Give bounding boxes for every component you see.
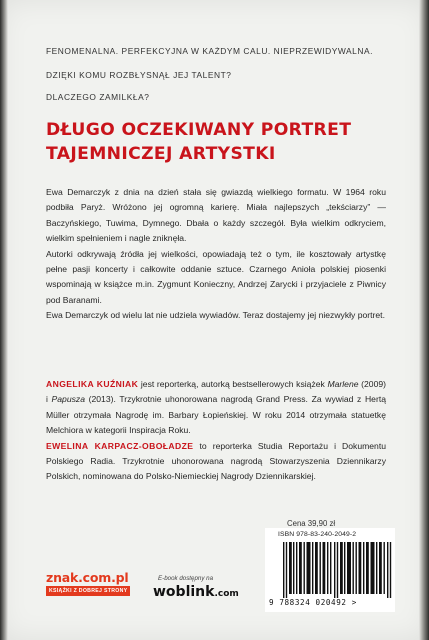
description xyxy=(46,185,386,324)
intro-line-2: DZIĘKI KOMU ROZBŁYSNĄŁ JEJ TALENT? xyxy=(46,70,232,80)
headline-line-2: TAJEMNICZEJ ARTYSTKI xyxy=(46,144,276,164)
book-title-papusza: Papusza xyxy=(51,394,85,405)
author-bio-2-text: to reporterka Studia Reportażu i Dokumentu Polskiego Radia. Trzykrotnie uhonorowana nagrodą Stowarzyszenia Dziennikarzy Polskich, nominowana do Polsko-Niemieckiej Nagrody Dziennikarskiej. xyxy=(46,440,386,482)
book-title-marlene: Marlene xyxy=(327,379,359,389)
woblink-suffix: .com xyxy=(214,589,239,599)
ebook-label: E-book dostępny na xyxy=(158,575,214,582)
headline-line-1: DŁUGO OCZEKIWANY PORTRET xyxy=(46,120,352,140)
price-label: Cena 39,90 zł xyxy=(287,519,336,528)
intro-line-3: DLACZEGO ZAMILKŁA? xyxy=(46,92,150,102)
author-bio-1-text-c: (2013). Trzykrotnie uhonorowana nagrodą Grand Press. Za wywiad z Hertą Müller otrzymała Nagrodę im. Barbary Łopieńskiej. W roku 2014 otrzymała statuetkę Melchiora w kategorii Inspiracja Roku. xyxy=(46,394,386,436)
publisher-logo xyxy=(46,570,130,596)
description-paragraph-1: Ewa Demarczyk z dnia na dzień stała się gwiazdą wielkiego formatu. W 1964 roku podbiła Paryż. Wróżono jej ogromną karierę. Miała najlepszych „tekściarzy” — Baczyńskiego, Tuwima, Dymnego. Dbała o każdy szczegół. Była wielkim odkryciem, wielkim spełnieniem i nagle zniknęła. xyxy=(46,187,386,244)
author-bio-1-text-a: jest reporterką, autorką bestsellerowych książek xyxy=(138,379,328,389)
cover-left-edge xyxy=(0,0,8,640)
author-name-2: EWELINA KARPACZ-OBOŁADZE xyxy=(46,440,194,451)
barcode-icon xyxy=(283,542,393,598)
publisher-tagline: KSIĄŻKI Z DOBREJ STRONY xyxy=(46,586,130,596)
publisher-name: znak.com.pl xyxy=(46,570,129,585)
isbn-label: ISBN 978-83-240-2049-2 xyxy=(278,531,357,538)
author-bios xyxy=(46,377,386,485)
author-bio-2 xyxy=(46,439,386,485)
description-paragraph-3: Ewa Demarczyk od wielu lat nie udziela wywiadów. Teraz dostajemy jej niezwykły portret. xyxy=(46,310,385,321)
author-bio-1-text-b: (2009) i xyxy=(46,379,387,405)
woblink-name: woblink xyxy=(153,584,215,600)
author-bio-1 xyxy=(46,377,386,439)
woblink-logo xyxy=(153,584,239,600)
intro-line-1: FENOMENALNA. PERFEKCYJNA W KAŻDYM CALU. NIEPRZEWIDYWALNA. xyxy=(46,46,373,56)
cover-right-edge xyxy=(419,0,429,640)
description-paragraph-2: Autorki odkrywają źródła jej wielkości, opowiadają też o tym, ile kosztowały artystkę pełne pasji koncerty i całkowite oddanie sztuce. Czarnego Anioła polskiej piosenki wspominają w książce m.in. Zygmunt Konieczny, Andrzej Zarycki i przyjaciele z Piwnicy pod Baranami. xyxy=(46,248,386,305)
barcode-digits: 9 788324 020492 > xyxy=(269,598,357,607)
author-name-1: ANGELIKA KUŹNIAK xyxy=(46,379,139,389)
